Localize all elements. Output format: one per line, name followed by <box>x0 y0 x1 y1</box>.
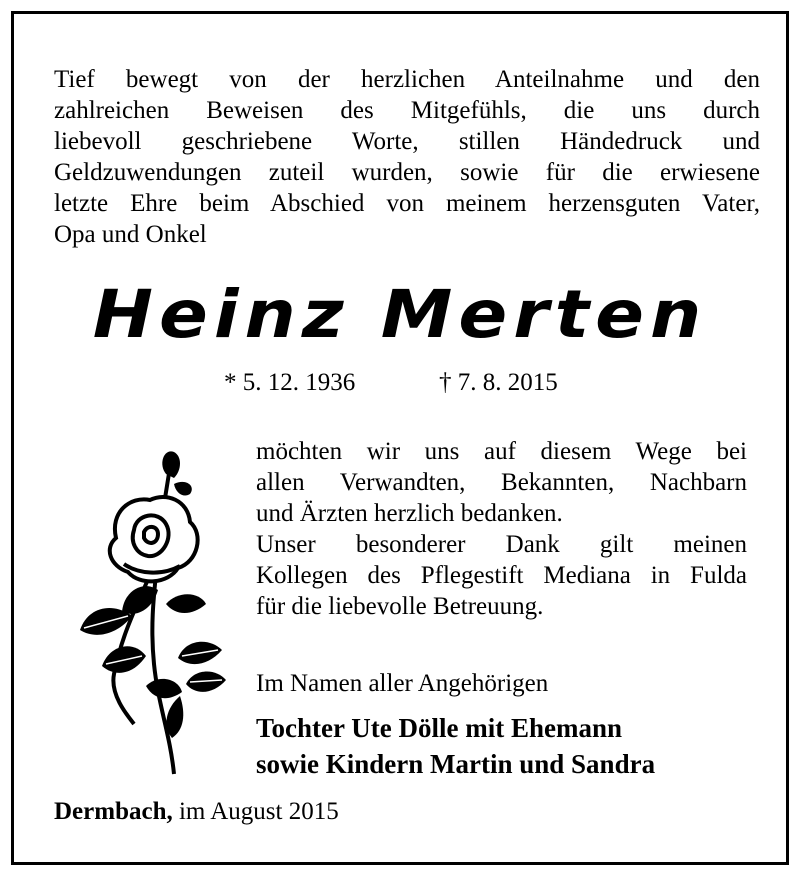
intro-text <box>54 64 760 250</box>
rose-illustration <box>54 434 254 784</box>
intro-line: letzte Ehre beim Abschied von meinem herzensguten Vater, <box>54 190 760 217</box>
intro-line: liebevoll geschriebene Worte, stillen Händedruck und <box>54 128 760 155</box>
birth-date: * 5. 12. 1936 <box>224 369 356 396</box>
deceased-name: Heinz Merten <box>92 275 708 353</box>
death-date: † 7. 8. 2015 <box>439 369 558 396</box>
intro-line: Geldzuwendungen zuteil wurden, sowie für die erwiesene <box>54 159 760 186</box>
thanks-line: möchten wir uns auf diesem Wege bei <box>256 438 747 465</box>
thanks-text <box>256 436 747 622</box>
intro-line: zahlreichen Beweisen des Mitgefühls, die uns durch <box>54 97 760 124</box>
signer-line: Tochter Ute Dölle mit Ehemann <box>256 713 622 743</box>
signer-line: sowie Kindern Martin und Sandra <box>256 749 656 779</box>
place-date <box>54 798 339 826</box>
date-text: im August 2015 <box>172 798 339 825</box>
thanks-line: Unser besonderer Dank gilt meinen <box>256 531 747 558</box>
thanks-line: für die liebevolle Betreuung. <box>256 593 544 620</box>
place-name: Dermbach, <box>54 798 173 825</box>
intro-line: Tief bewegt von der herzlichen Anteilnahme und den <box>54 66 760 93</box>
intro-line: Opa und Onkel <box>54 221 207 248</box>
thanks-line: allen Verwandten, Bekannten, Nachbarn <box>256 469 747 496</box>
thanks-line: und Ärzten herzlich bedanken. <box>256 500 563 527</box>
on-behalf-line: Im Namen aller Angehörigen <box>256 670 549 697</box>
obituary-frame <box>11 11 789 865</box>
thanks-line: Kollegen des Pflegestift Mediana in Fulda <box>256 562 747 589</box>
signers <box>256 710 655 782</box>
